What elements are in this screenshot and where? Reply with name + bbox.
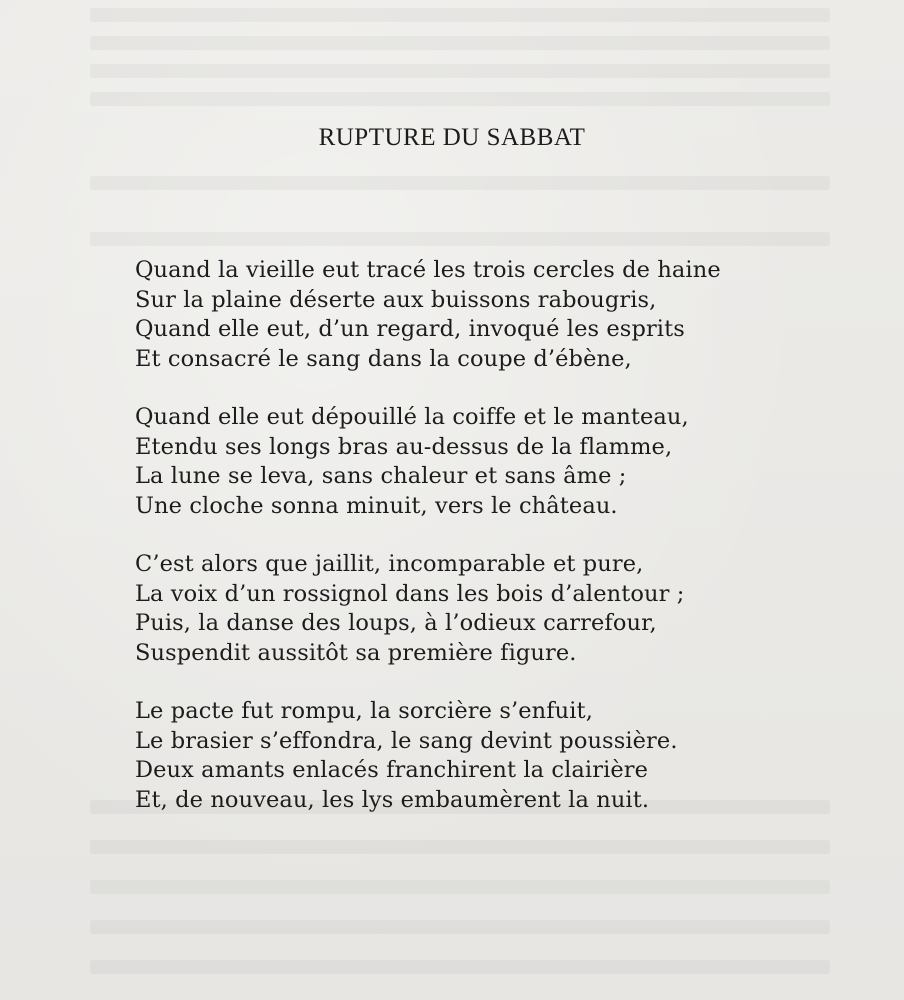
verse-line: Deux amants enlacés franchirent la clairière: [135, 757, 649, 783]
show-through-line: [90, 8, 830, 22]
show-through-line: [90, 880, 830, 894]
verse-line: La lune se leva, sans chaleur et sans âme ;: [135, 463, 627, 489]
verse-line: La voix d’un rossignol dans les bois d’alentour ;: [135, 580, 685, 607]
verse-line: Le brasier s’effondra, le sang devint poussière.: [135, 727, 678, 754]
verse-line: Suspendit aussitôt sa première figure.: [135, 639, 577, 666]
poem-body: [135, 256, 835, 844]
show-through-line: [90, 36, 830, 50]
verse-line: Quand elle eut, d’un regard, invoqué les esprits: [135, 316, 685, 342]
stanza: [135, 697, 835, 815]
verse-line: Quand la vieille eut tracé les trois cercles de haine: [135, 257, 721, 283]
show-through-line: [90, 960, 830, 974]
stanza: [135, 256, 835, 374]
verse-line: Et, de nouveau, les lys embaumèrent la nuit.: [135, 786, 650, 813]
verse-line: Et consacré le sang dans la coupe d’ébène,: [135, 345, 632, 372]
verse-line: Le pacte fut rompu, la sorcière s’enfuit,: [135, 698, 593, 724]
stanza: [135, 550, 835, 668]
verse-line: Etendu ses longs bras au-dessus de la flamme,: [135, 433, 673, 460]
verse-line: C’est alors que jaillit, incomparable et pure,: [135, 551, 644, 577]
verse-line: Puis, la danse des loups, à l’odieux carrefour,: [135, 610, 657, 636]
verse-line: Sur la plaine déserte aux buissons rabougris,: [135, 286, 657, 313]
show-through-line: [90, 64, 830, 78]
show-through-line: [90, 176, 830, 190]
poem-title: RUPTURE DU SABBAT: [318, 124, 586, 151]
show-through-line: [90, 920, 830, 934]
verse-line: Une cloche sonna minuit, vers le château.: [135, 492, 618, 519]
show-through-line: [90, 92, 830, 106]
stanza: [135, 403, 835, 521]
verse-line: Quand elle eut dépouillé la coiffe et le manteau,: [135, 404, 689, 430]
show-through-line: [90, 232, 830, 246]
